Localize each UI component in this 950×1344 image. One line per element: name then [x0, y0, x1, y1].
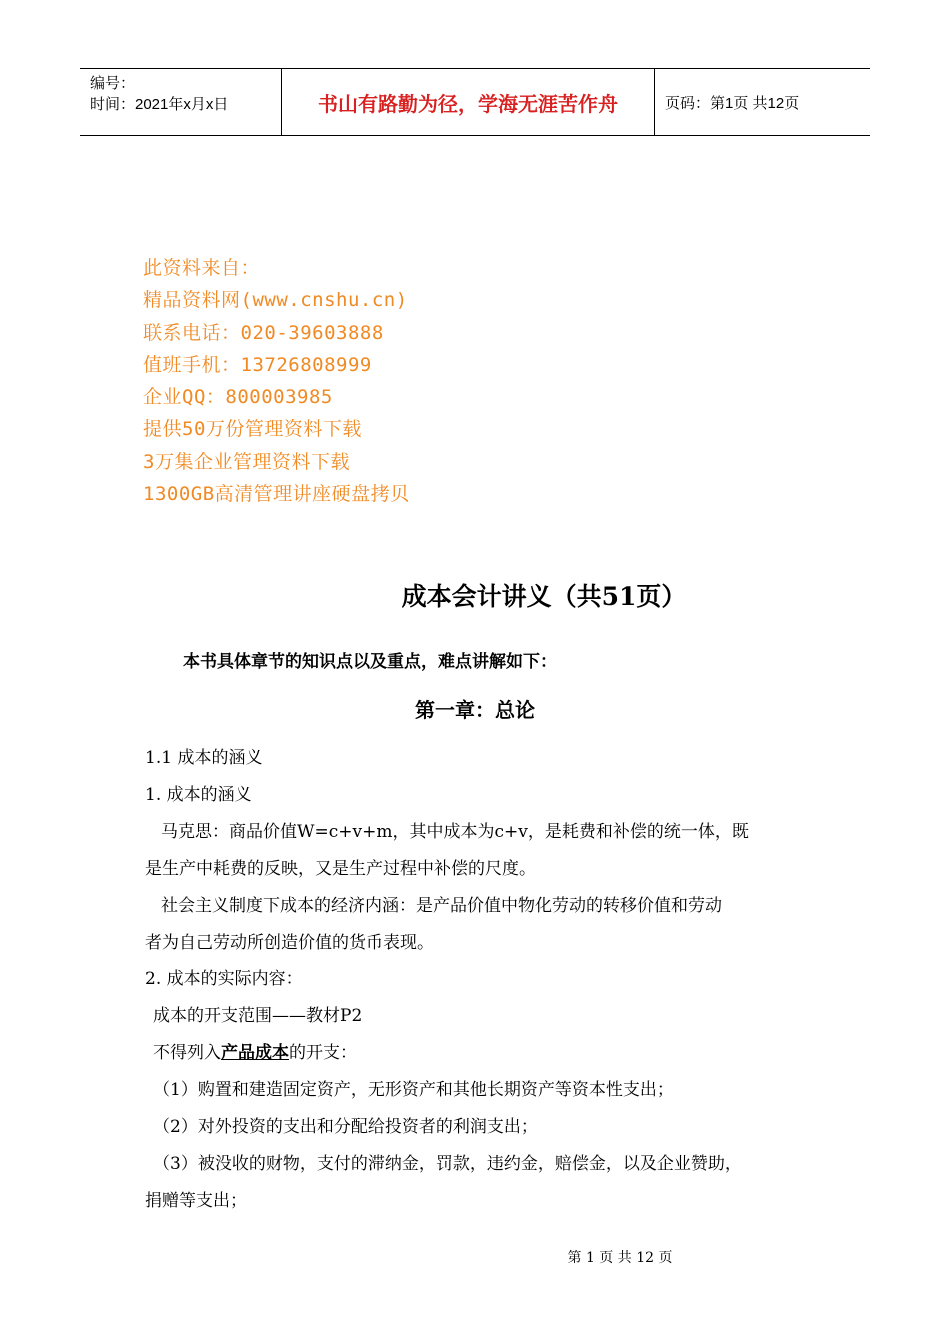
header-page-info: 页码：第1页 共12页 — [665, 94, 800, 112]
ad-line: 此资料来自： — [143, 257, 261, 279]
paragraph-line: 成本的开支范围——教材P2 — [153, 1006, 363, 1027]
list-item: 捐赠等支出； — [145, 1190, 247, 1211]
document-body — [145, 740, 825, 1220]
paragraph-line: 马克思：商品价值W=c+v+m，其中成本为c+v，是耗费和补偿的统一体，既 — [161, 821, 749, 842]
paragraph-line — [145, 1035, 825, 1072]
page-footer: 第 1 页 共 12 页 — [567, 1250, 673, 1266]
ad-line: 值班手机：13726808999 — [143, 353, 372, 376]
page-header — [80, 68, 870, 136]
chapter-heading: 第一章：总论 — [415, 698, 535, 722]
list-item: （2）对外投资的支出和分配给投资者的利润支出； — [153, 1117, 538, 1138]
ad-block — [143, 252, 410, 510]
list-item: （1）购置和建造固定资产，无形资产和其他长期资产等资本性支出； — [153, 1080, 674, 1101]
item-heading: 2. 成本的实际内容： — [145, 969, 303, 990]
time-label: 时间：2021年x月x日 — [90, 96, 229, 113]
ad-line: 提供50万份管理资料下载 — [143, 418, 362, 441]
paragraph-line: 社会主义制度下成本的经济内涵：是产品价值中物化劳动的转移价值和劳动 — [161, 895, 722, 916]
header-motto: 书山有路勤为径，学海无涯苦作舟 — [282, 69, 655, 135]
ad-line: 3万集企业管理资料下载 — [143, 450, 350, 473]
section-heading: 1.1 成本的涵义 — [145, 748, 263, 768]
ad-line: 企业QQ：800003985 — [143, 386, 333, 409]
header-meta — [80, 69, 282, 135]
item-heading: 1. 成本的涵义 — [145, 784, 252, 805]
paragraph-line: 者为自己劳动所创造价值的货币表现。 — [145, 932, 434, 953]
document-title: 成本会计讲义（共51页） — [401, 582, 687, 611]
text-span: 不得列入 — [153, 1043, 221, 1064]
document-subtitle: 本书具体章节的知识点以及重点，难点讲解如下： — [183, 652, 557, 672]
list-item: （3）被没收的财物，支付的滞纳金，罚款，违约金，赔偿金，以及企业赞助， — [153, 1153, 742, 1174]
number-label: 编号： — [90, 75, 136, 92]
emphasis-text: 产品成本 — [221, 1043, 289, 1064]
ad-line: 1300GB高清管理讲座硬盘拷贝 — [143, 483, 410, 506]
ad-line: 联系电话：020-39603888 — [143, 321, 384, 344]
ad-line: 精品资料网(www.cnshu.cn) — [143, 289, 408, 312]
paragraph-line: 是生产中耗费的反映，又是生产过程中补偿的尺度。 — [145, 858, 536, 879]
text-span: 的开支： — [289, 1043, 357, 1064]
